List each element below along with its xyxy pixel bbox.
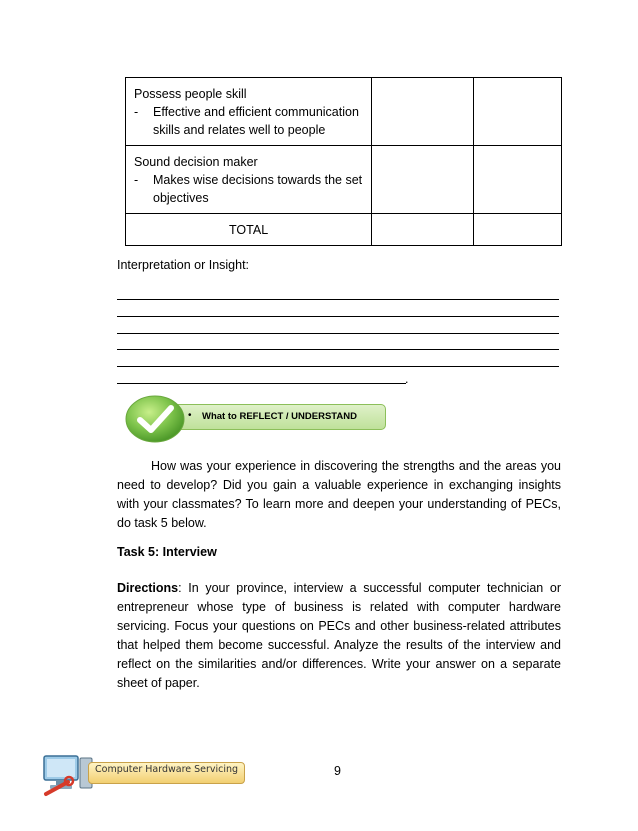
score-cell[interactable] — [473, 78, 561, 146]
answer-line[interactable] — [117, 316, 559, 317]
table-row — [126, 78, 562, 146]
directions-paragraph — [117, 579, 561, 693]
competency-title: Sound decision maker — [134, 155, 258, 169]
answer-line[interactable] — [117, 366, 559, 367]
banner-bullet: • — [188, 410, 192, 421]
bullet-dash: - — [134, 173, 139, 187]
score-cell[interactable] — [473, 146, 561, 214]
course-logo — [38, 752, 248, 798]
answer-line[interactable] — [117, 349, 559, 350]
competency-cell — [126, 78, 372, 146]
competency-table — [125, 77, 562, 246]
answer-line[interactable] — [117, 333, 559, 334]
bullet-dash: - — [134, 105, 139, 119]
task-title: Task 5: Interview — [117, 545, 217, 559]
rating-cell[interactable] — [372, 78, 473, 146]
page-number: 9 — [334, 764, 341, 778]
competency-description: Makes wise decisions towards the set objectives — [153, 173, 363, 205]
competency-title: Possess people skill — [134, 87, 247, 101]
table-row — [126, 146, 562, 214]
answer-line[interactable] — [117, 299, 559, 300]
total-label-cell — [126, 214, 372, 246]
interpretation-label: Interpretation or Insight: — [117, 258, 250, 272]
total-row — [126, 214, 562, 246]
banner-label: What to REFLECT / UNDERSTAND — [202, 411, 357, 422]
directions-text: : In your province, interview a successful computer technician or entrepreneur whose type of business is related with computer hardware servicing. Focus your questions on PECs and other business-related attributes that helped them become successful. Analyze the results of the interview and reflect on the similarities and/or differences. Write your answer on a separate sheet of paper. — [117, 581, 561, 690]
directions-label: Directions — [117, 581, 179, 595]
reflect-banner — [122, 394, 388, 444]
answer-line[interactable] — [117, 383, 406, 384]
reflect-paragraph: How was your experience in discovering the strengths and the areas you need to develop? Did you gain a valuable experience in exchanging insights with your classmates? To learn more and deepen your understanding of PECs, do task 5 below. — [117, 459, 561, 530]
rating-cell[interactable] — [372, 146, 473, 214]
competency-description: Effective and efficient communication skills and relates well to people — [153, 105, 359, 137]
total-score-cell[interactable] — [473, 214, 561, 246]
total-label: TOTAL — [229, 223, 269, 237]
total-rating-cell[interactable] — [372, 214, 473, 246]
course-label: Computer Hardware Servicing — [95, 764, 239, 775]
checkmark-icon — [124, 394, 188, 444]
competency-cell — [126, 146, 372, 214]
answer-line-end: . — [405, 372, 409, 386]
